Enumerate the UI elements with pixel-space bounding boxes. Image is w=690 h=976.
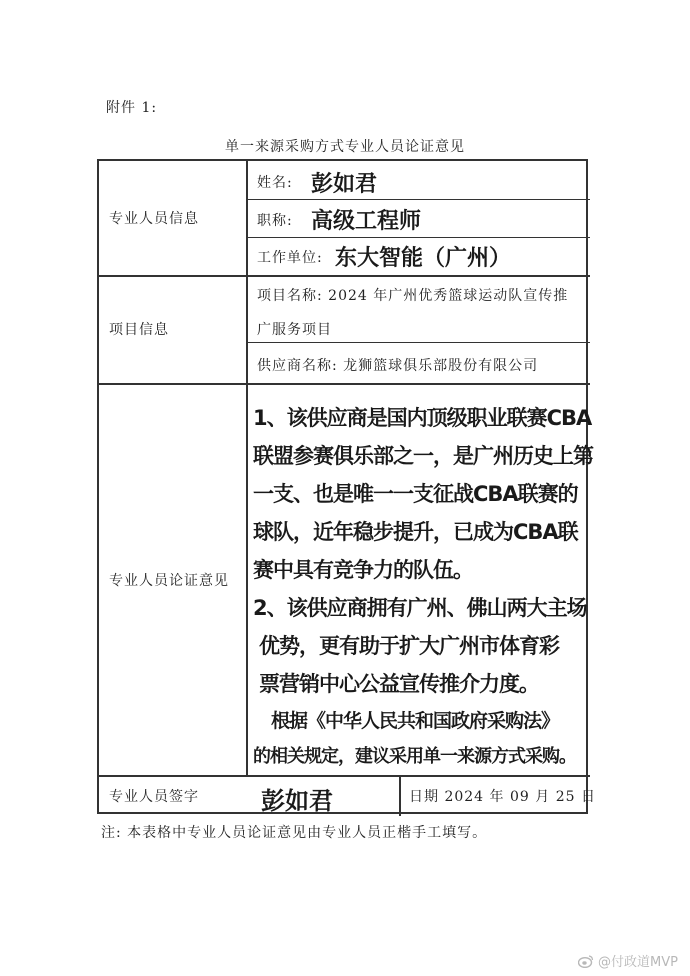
section-label-opinion: 专业人员论证意见	[109, 573, 229, 589]
signature-label: 专业人员签字	[109, 789, 199, 805]
signature-value: 彭如君	[261, 787, 333, 815]
opinion-line-7: 优势，更有助于扩大广州市体育彩	[259, 634, 559, 658]
opinion-line-2: 联盟参赛俱乐部之一，是广州历史上第	[253, 444, 593, 468]
opinion-line-3: 一支、也是唯一一支征战CBA联赛的	[253, 482, 578, 506]
opinion-line-6: 2、该供应商拥有广州、佛山两大主场	[253, 596, 587, 620]
employer-label: 工作单位:	[257, 250, 323, 266]
weibo-icon	[578, 954, 594, 968]
supplier-name: 供应商名称: 龙狮篮球俱乐部股份有限公司	[257, 358, 539, 374]
document-title: 单一来源采购方式专业人员论证意见	[225, 139, 465, 155]
section-label-expert-info: 专业人员信息	[109, 211, 199, 227]
attachment-label: 附件 1:	[106, 100, 158, 116]
project-name-line1: 项目名称: 2024 年广州优秀篮球运动队宣传推	[257, 288, 569, 304]
title-label: 职称:	[257, 213, 293, 229]
signature-date: 日期 2024 年 09 月 25 日	[409, 789, 596, 805]
row-divider-expert	[99, 275, 590, 277]
watermark-text: @付政道MVP	[598, 955, 678, 970]
opinion-line-8: 票营销中心公益宣传推介力度。	[259, 672, 539, 696]
row-divider-title	[247, 237, 590, 238]
opinion-line-5: 赛中具有竞争力的队伍。	[253, 558, 473, 582]
name-value: 彭如君	[311, 172, 378, 197]
row-divider-name	[247, 199, 590, 200]
name-label: 姓名:	[257, 175, 293, 191]
opinion-line-9: 根据《中华人民共和国政府采购法》	[271, 710, 560, 732]
opinion-line-10: 的相关规定，建议采用单一来源方式采购。	[253, 746, 576, 767]
row-divider-opinion	[99, 775, 590, 777]
opinion-form-table	[97, 159, 596, 815]
opinion-line-1: 1、该供应商是国内顶级职业联赛CBA	[253, 406, 592, 430]
signature-date-divider	[399, 775, 401, 816]
section-label-project-info: 项目信息	[109, 322, 169, 338]
employer-value: 东大智能（广州）	[335, 246, 512, 271]
title-value: 高级工程师	[311, 209, 422, 234]
column-divider	[246, 161, 248, 775]
project-name-line2: 广服务项目	[257, 322, 332, 338]
watermark	[578, 951, 678, 970]
opinion-line-4: 球队，近年稳步提升，已成为CBA联	[253, 520, 578, 544]
row-divider-project-name	[247, 342, 590, 343]
footnote: 注: 本表格中专业人员论证意见由专业人员正楷手工填写。	[101, 825, 488, 841]
row-divider-project	[99, 383, 590, 385]
